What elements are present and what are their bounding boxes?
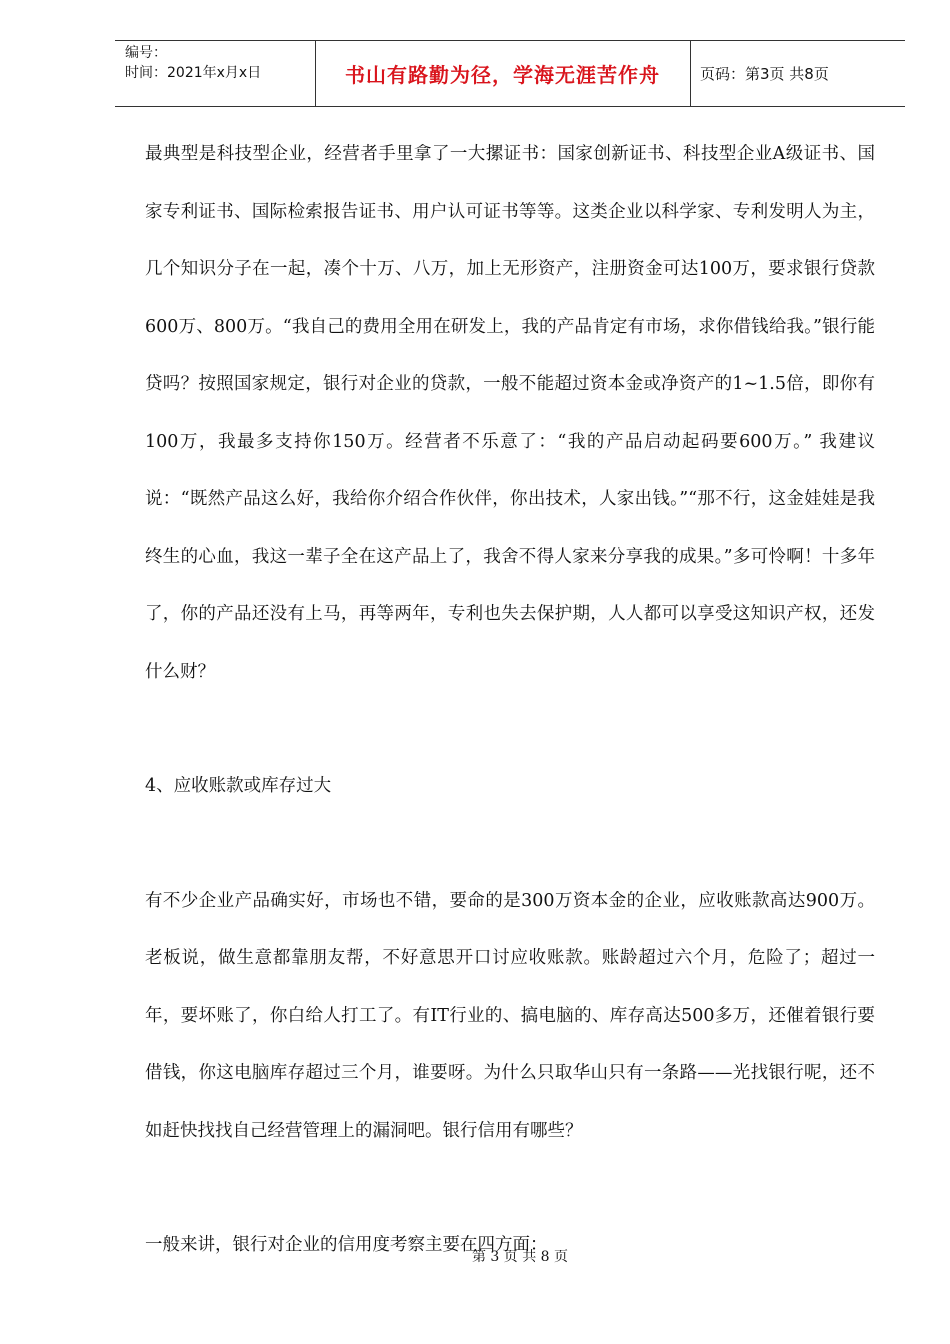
document-number-label: 编号： — [125, 45, 167, 61]
paragraph-credit-intro: 一般来讲，银行对企业的信用度考察主要在四方面： — [145, 1235, 548, 1255]
header-meta — [125, 43, 315, 83]
paragraph-receivables: 有不少企业产品确实好，市场也不错，要命的是300万资本金的企业，应收账款高达900万。老板说，做生意都靠朋友帮，不好意思开口讨应收账款。账龄超过六个月，危险了；超过一年，要坏账了，你白给人打工了。有IT行业的、搞电脑的、库存高达500多万，还催着银行要借钱，你这电脑库存超过三个月，谁要呀。为什么只取华山只有一条路——光找银行呢，还不如赶快找找自己经营管理上的漏洞吧。银行信用有哪些？ — [145, 890, 875, 1141]
header-motto: 书山有路勤为径，学海无涯苦作舟 — [345, 63, 660, 87]
document-time-label: 时间：2021年x月x日 — [125, 65, 262, 81]
document-body — [145, 126, 875, 1275]
header-page-info: 页码：第3页 共8页 — [700, 65, 829, 83]
header-divider-right — [690, 41, 691, 106]
paragraph-tech-companies: 最典型是科技型企业，经营者手里拿了一大摞证书：国家创新证书、科技型企业A级证书、国家专利证书、国际检索报告证书、用户认可证书等等。这类企业以科学家、专利发明人为主，几个知识分子在一起，凑个十万、八万，加上无形资产，注册资金可达100万，要求银行贷款600万、800万。“我自己的费用全用在研发上，我的产品肯定有市场，求你借钱给我。”银行能贷吗？按照国家规定，银行对企业的贷款，一般不能超过资本金或净资产的1~1.5倍，即你有100万，我最多支持你150万。经营者不乐意了：“我的产品启动起码要600万。” 我建议说：“既然产品这么好，我给你介绍合作伙伴，你出技术，人家出钱。”“那不行，这金娃娃是我终生的心血，我这一辈子全在这产品上了，我舍不得人家来分享我的成果。”多可怜啊！十多年了，你的产品还没有上马，再等两年，专利也失去保护期，人人都可以享受这知识产权，还发什么财？ — [145, 144, 875, 682]
section-heading-receivables: 4、应收账款或库存过大 — [145, 776, 332, 796]
page-header — [115, 40, 905, 107]
page-footer: 第 3 页 共 8 页 — [471, 1249, 569, 1265]
